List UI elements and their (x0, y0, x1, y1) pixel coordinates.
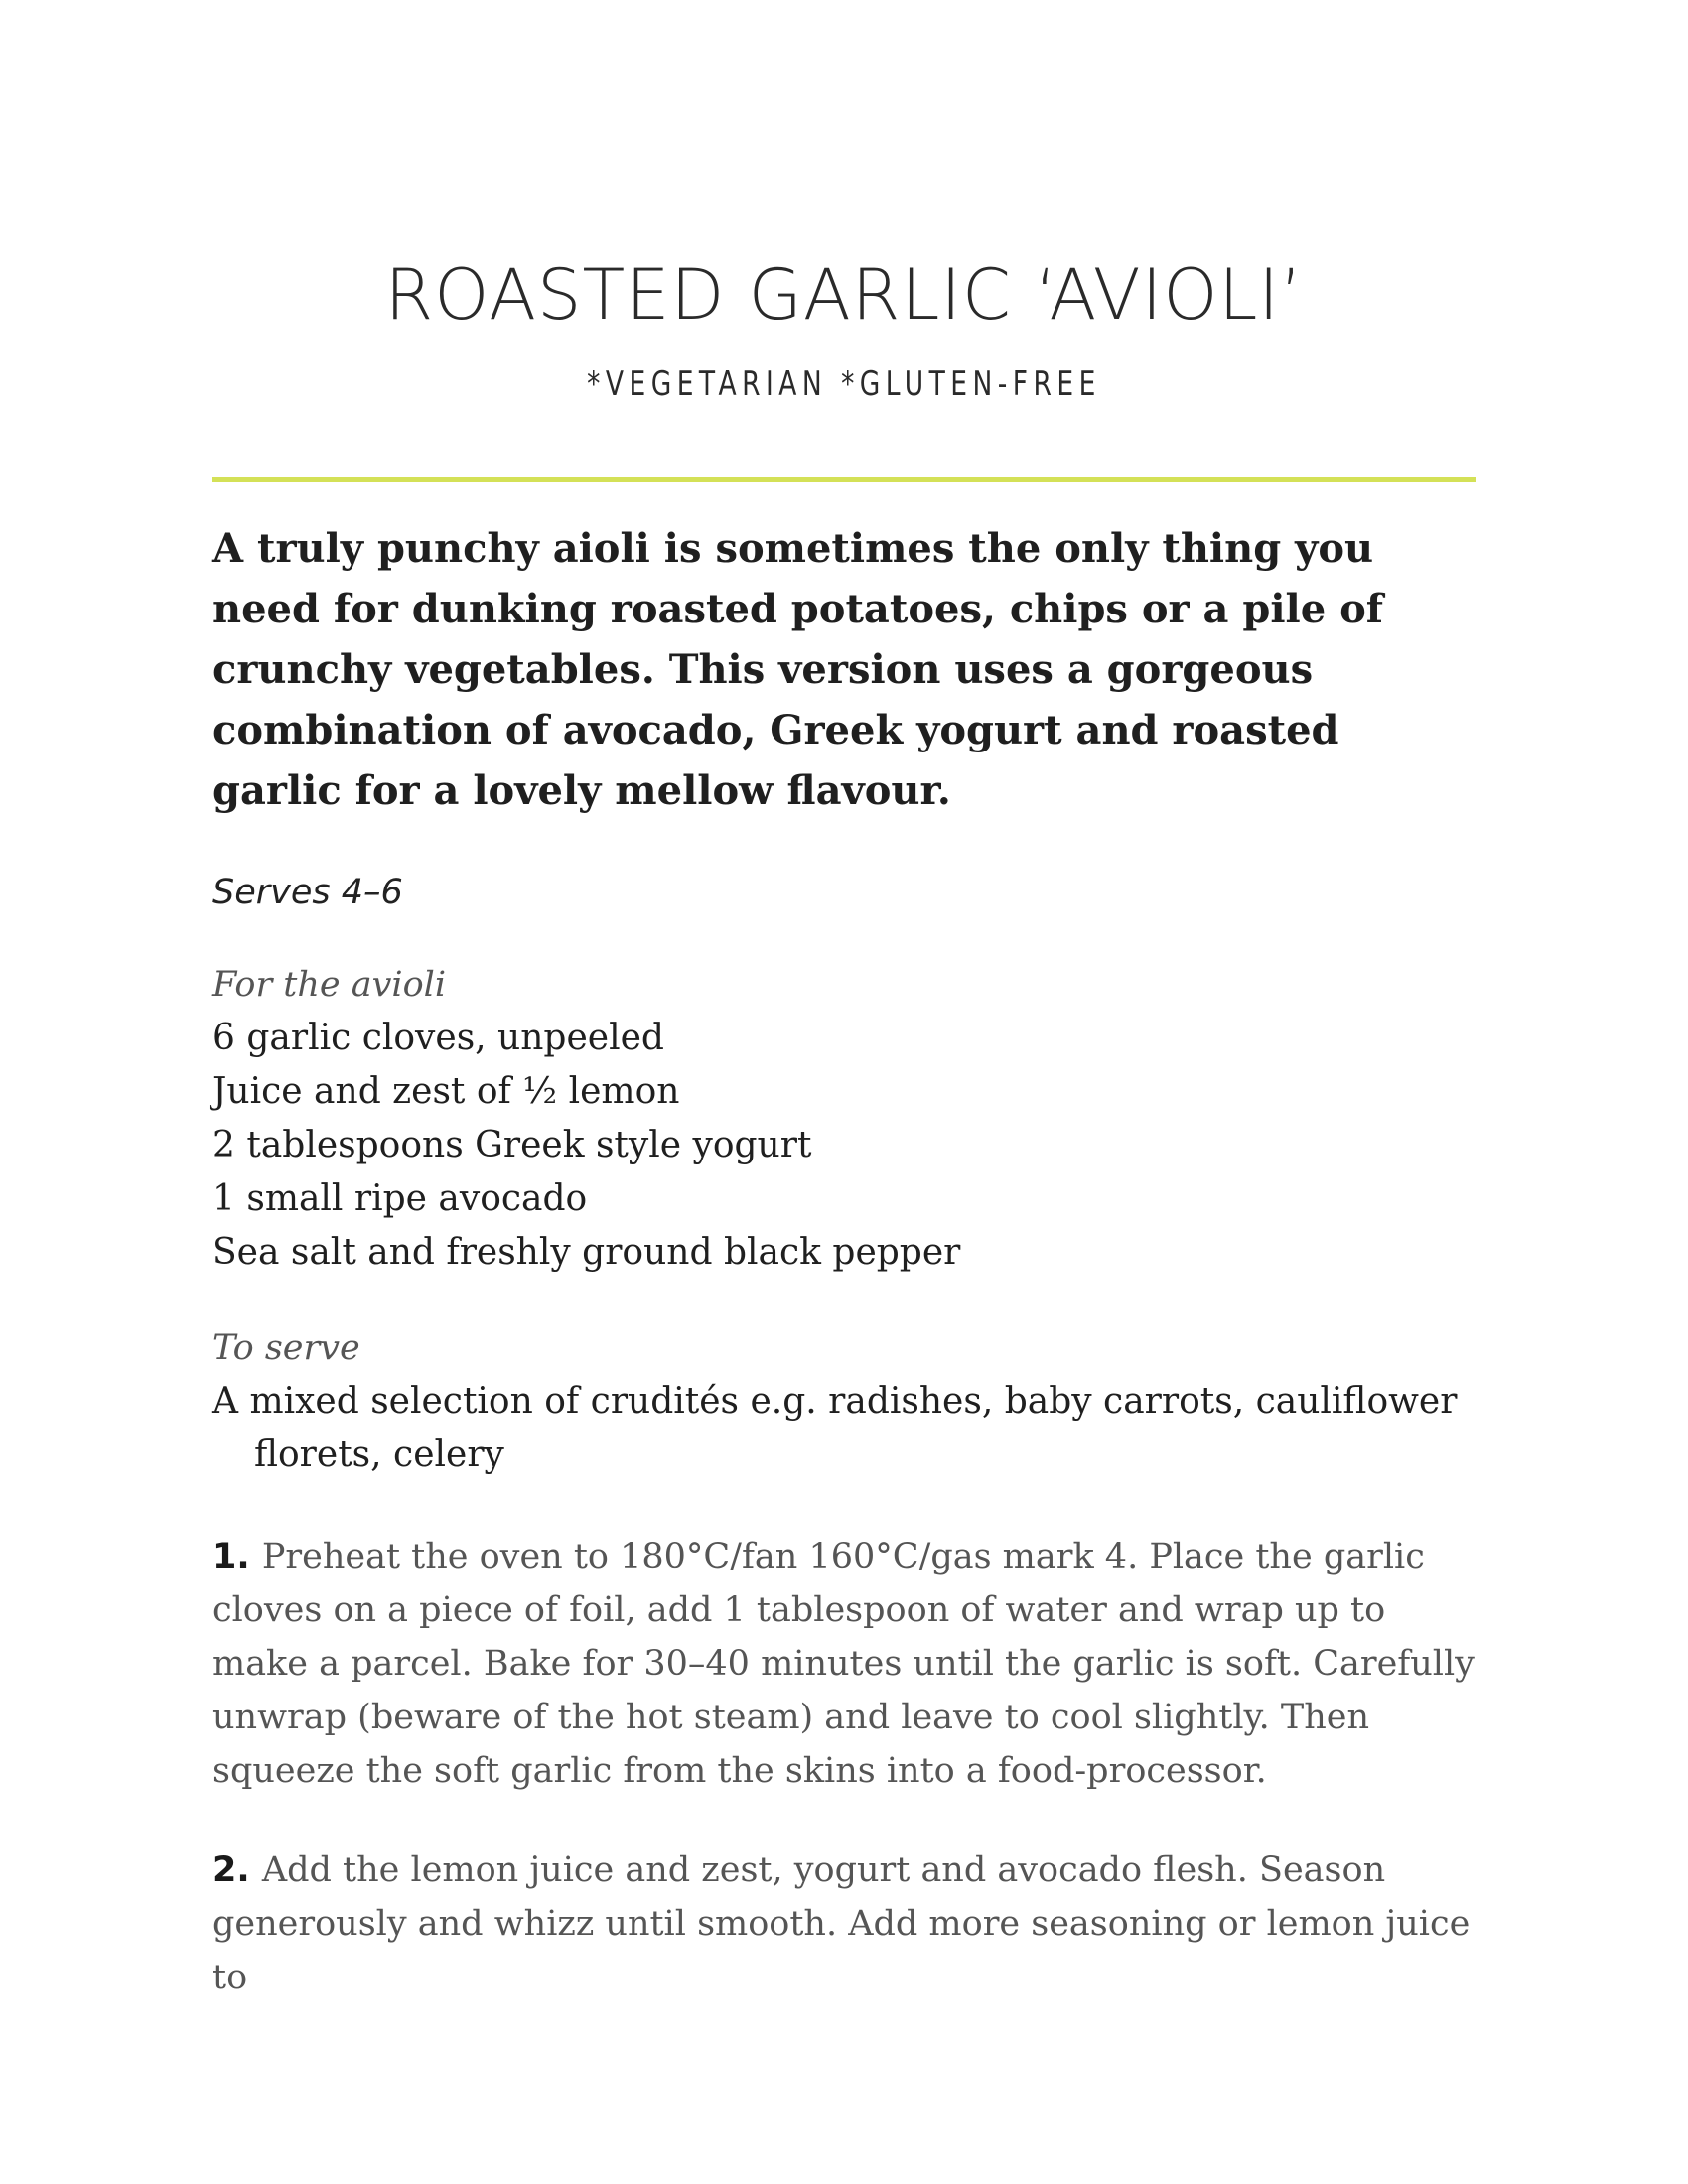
step-text: Preheat the oven to 180°C/fan 160°C/gas mark 4. Place the garlic cloves on a piece of foil, add 1 tablespoon of water and wrap up to make a parcel. Bake for 30–40 minutes until the garlic is soft. Carefully unwrap (beware of the hot steam) and leave to cool slightly. Then squeeze the soft garlic from the skins into a food-processor. (212, 1537, 1475, 1791)
ingredients-to-serve (212, 1321, 1476, 1482)
step-text: Add the lemon juice and zest, yogurt and avocado flesh. Season generously and whizz until smooth. Add more seasoning or lemon juice to (212, 1850, 1471, 1997)
step-number: 2. (212, 1850, 262, 1890)
serves-info: Serves 4–6 (212, 873, 403, 912)
ingredient-item: Sea salt and freshly ground black pepper (212, 1232, 961, 1273)
ingredient-item: A mixed selection of crudités e.g. radishes, baby carrots, cauliflower florets, celery (212, 1381, 1458, 1475)
ingredient-item: Juice and zest of ½ lemon (212, 1071, 680, 1112)
recipe-title: ROASTED GARLIC ‘AVIOLI’ (384, 254, 1304, 336)
ingredient-item: 6 garlic cloves, unpeeled (212, 1018, 664, 1058)
ingredient-item: 2 tablespoons Greek style yogurt (212, 1125, 812, 1165)
ingredients-avioli (212, 958, 1476, 1280)
dietary-tags: *VEGETARIAN *GLUTEN-FREE (587, 364, 1101, 404)
recipe-intro: A truly punchy aioli is sometimes the only thing you need for dunking roasted potatoes, chips or a pile of crunchy vegetables. This version uses a gorgeous combination of avocado, Greek yogurt and roasted garlic for a lovely mellow flavour. (212, 525, 1384, 814)
method-step-2 (212, 1843, 1476, 2004)
ingredient-item: 1 small ripe avocado (212, 1178, 588, 1219)
method-step-1 (212, 1530, 1476, 1798)
step-number: 1. (212, 1537, 262, 1576)
accent-divider (212, 477, 1476, 482)
section-label: For the avioli (212, 965, 447, 1005)
section-label: To serve (212, 1328, 360, 1368)
